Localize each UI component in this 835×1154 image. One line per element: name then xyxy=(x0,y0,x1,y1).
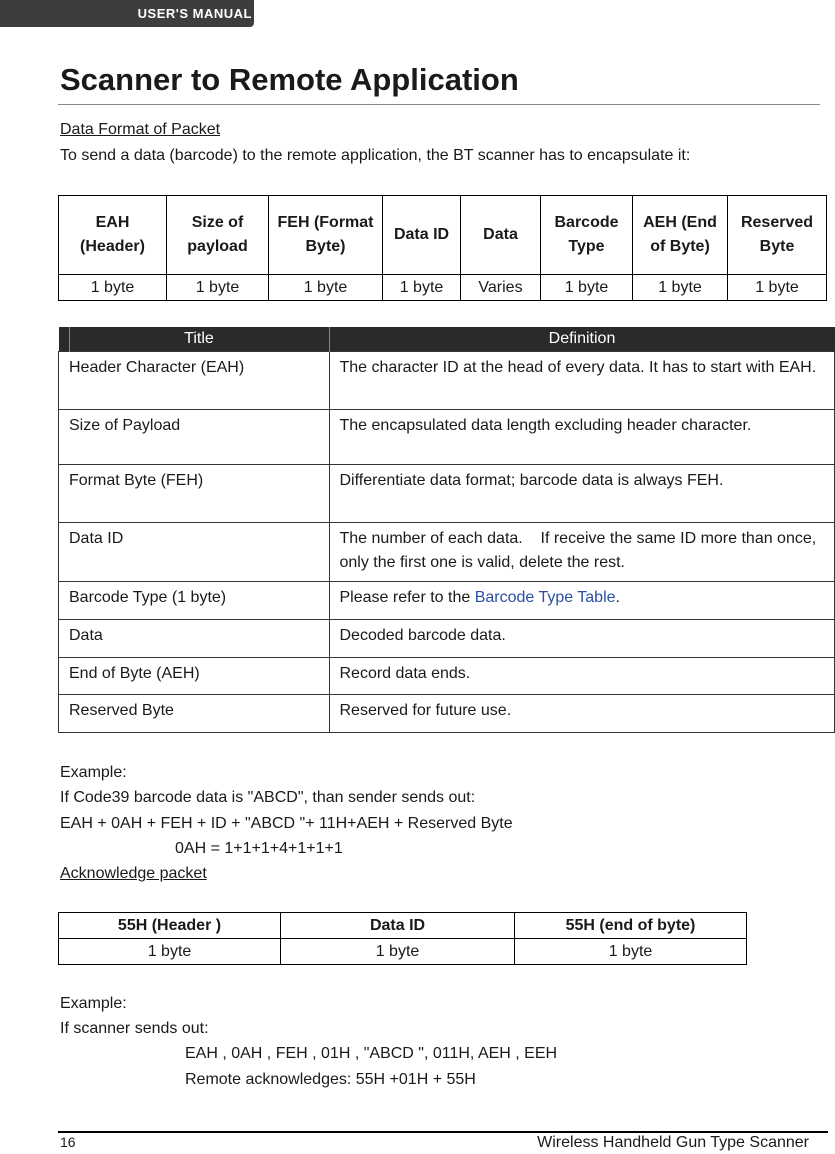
packet-size-cell: 1 byte xyxy=(269,275,383,301)
row-definition: Reserved for future use. xyxy=(329,695,835,733)
ack-header-row xyxy=(59,913,747,939)
packet-size-cell: 1 byte xyxy=(383,275,461,301)
packet-header-cell: AEH (End of Byte) xyxy=(633,196,728,275)
table-row xyxy=(59,410,835,465)
row-definition: The number of each data. If receive the same ID more than once, only the first one is valid, delete the rest. xyxy=(329,523,835,582)
row-title: Format Byte (FEH) xyxy=(59,465,330,523)
footer-title: Wireless Handheld Gun Type Scanner xyxy=(537,1134,809,1151)
example-line: EAH , 0AH , FEH , 01H , "ABCD ", 011H, AEH , EEH xyxy=(185,1045,558,1062)
row-definition: The encapsulated data length excluding header character. xyxy=(329,410,835,465)
row-definition: Record data ends. xyxy=(329,658,835,695)
table-row xyxy=(59,352,835,410)
page-number: 16 xyxy=(60,1134,76,1150)
section-heading-acknowledge: Acknowledge packet xyxy=(60,865,207,882)
ack-header-cell: Data ID xyxy=(281,913,515,939)
packet-size-cell: 1 byte xyxy=(167,275,269,301)
row-title: Barcode Type (1 byte) xyxy=(59,582,330,620)
packet-header-cell: Data xyxy=(461,196,541,275)
ack-size-cell: 1 byte xyxy=(515,939,747,965)
example-label: Example: xyxy=(60,995,127,1012)
ack-header-cell: 55H (end of byte) xyxy=(515,913,747,939)
ack-size-cell: 1 byte xyxy=(281,939,515,965)
packet-header-cell: Reserved Byte xyxy=(728,196,827,275)
packet-header-cell: Size of payload xyxy=(167,196,269,275)
packet-header-cell: Data ID xyxy=(383,196,461,275)
table-row xyxy=(59,658,835,695)
packet-size-cell: 1 byte xyxy=(59,275,167,301)
row-title: End of Byte (AEH) xyxy=(59,658,330,695)
definition-suffix: . xyxy=(615,589,620,606)
intro-text: To send a data (barcode) to the remote application, the BT scanner has to encapsulate it: xyxy=(60,147,691,164)
ack-size-cell: 1 byte xyxy=(59,939,281,965)
row-definition: Differentiate data format; barcode data is always FEH. xyxy=(329,465,835,523)
definition-prefix: Please refer to the xyxy=(339,589,475,606)
packet-header-row xyxy=(59,196,827,275)
col-title-header: Title xyxy=(69,327,329,352)
title-divider xyxy=(58,104,820,105)
example-label: Example: xyxy=(60,764,127,781)
acknowledge-table xyxy=(58,912,747,965)
packet-size-row xyxy=(59,275,827,301)
table-row xyxy=(59,620,835,658)
footer-divider xyxy=(58,1131,828,1133)
section-heading-data-format: Data Format of Packet xyxy=(60,121,221,138)
row-title: Data ID xyxy=(59,523,330,582)
col-definition-header: Definition xyxy=(329,327,835,352)
example-line: 0AH = 1+1+1+4+1+1+1 xyxy=(175,840,343,857)
row-title: Reserved Byte xyxy=(59,695,330,733)
header-spacer xyxy=(59,327,70,352)
row-title: Header Character (EAH) xyxy=(59,352,330,410)
packet-format-table xyxy=(58,195,827,301)
example-line: If scanner sends out: xyxy=(60,1020,209,1037)
definition-header-row xyxy=(59,327,835,352)
definition-table xyxy=(58,327,835,733)
table-row xyxy=(59,465,835,523)
example-line: If Code39 barcode data is "ABCD", than sender sends out: xyxy=(60,789,476,806)
example-line: Remote acknowledges: 55H +01H + 55H xyxy=(185,1071,476,1088)
packet-size-cell: Varies xyxy=(461,275,541,301)
table-row xyxy=(59,695,835,733)
packet-size-cell: 1 byte xyxy=(541,275,633,301)
table-row xyxy=(59,582,835,620)
manual-badge: USER'S MANUAL xyxy=(0,0,254,27)
barcode-type-table-link[interactable]: Barcode Type Table xyxy=(474,589,616,606)
page-title: Scanner to Remote Application xyxy=(60,62,519,97)
row-definition xyxy=(329,582,835,620)
packet-header-cell: EAH (Header) xyxy=(59,196,167,275)
row-title: Size of Payload xyxy=(59,410,330,465)
packet-size-cell: 1 byte xyxy=(728,275,827,301)
table-row xyxy=(59,523,835,582)
row-definition: The character ID at the head of every data. It has to start with EAH. xyxy=(329,352,835,410)
row-title: Data xyxy=(59,620,330,658)
ack-header-cell: 55H (Header ) xyxy=(59,913,281,939)
example-line: EAH + 0AH + FEH + ID + "ABCD "+ 11H+AEH + Reserved Byte xyxy=(60,815,513,832)
packet-size-cell: 1 byte xyxy=(633,275,728,301)
packet-header-cell: Barcode Type xyxy=(541,196,633,275)
packet-header-cell: FEH (Format Byte) xyxy=(269,196,383,275)
row-definition: Decoded barcode data. xyxy=(329,620,835,658)
ack-size-row xyxy=(59,939,747,965)
